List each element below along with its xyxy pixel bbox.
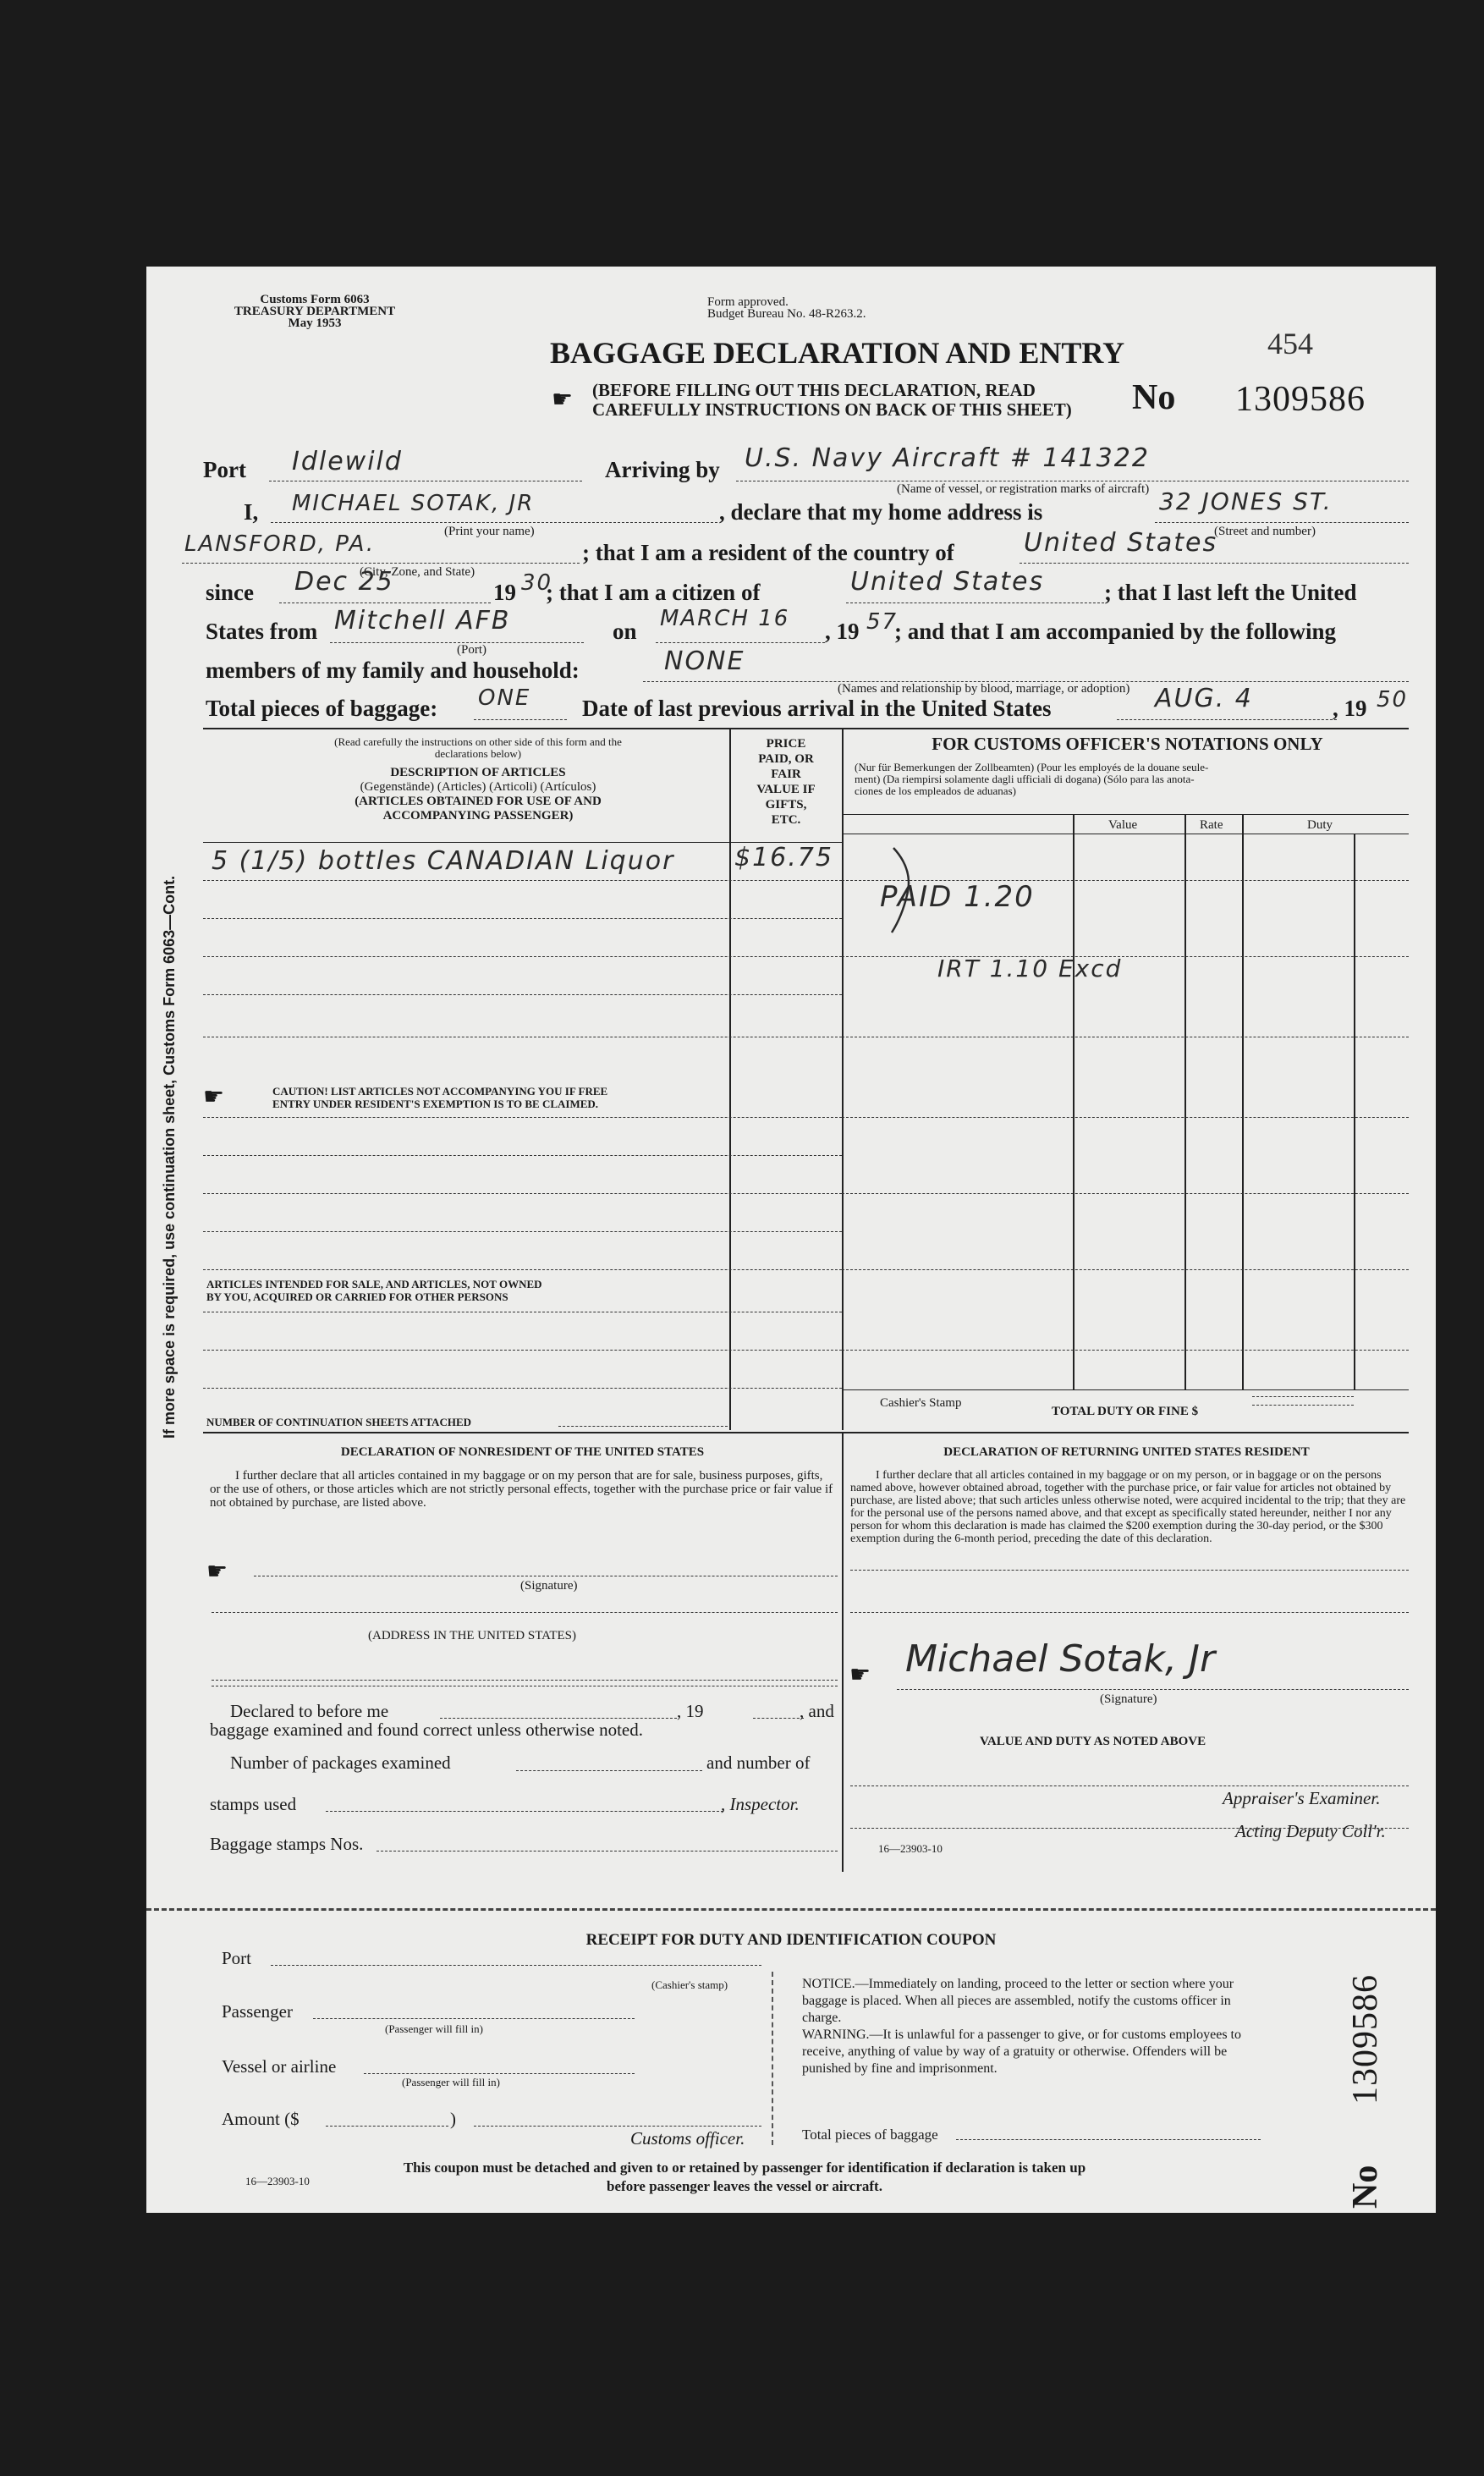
last-arrival-label: Date of last previous arrival in the United States: [582, 696, 1052, 721]
notice-text: [802, 1976, 1259, 2077]
members-label: members of my family and household:: [206, 658, 580, 683]
desc-note-1: (Read carefully the instructions on other side of this form and the: [334, 735, 622, 748]
stamp-number: 454: [1267, 327, 1313, 360]
arriving-value: U.S. Navy Aircraft # 141322: [745, 443, 1150, 473]
city-caption: (City, Zone, and State): [360, 565, 475, 579]
city-value: LANSFORD, PA.: [184, 531, 376, 557]
coupon-serial: 1309586: [1346, 1974, 1385, 2105]
caution-line: CAUTION! LIST ARTICLES NOT ACCOMPANYING YOU IF FREE: [272, 1085, 608, 1098]
value-duty-label: VALUE AND DUTY AS NOTED ABOVE: [980, 1735, 1206, 1748]
on-label: on: [613, 619, 637, 644]
since-label: since: [206, 580, 254, 605]
passenger-caption: (Passenger will fill in): [385, 2022, 483, 2035]
caution-line: ENTRY UNDER RESIDENT'S EXEMPTION IS TO BE CLAIMED.: [272, 1098, 599, 1110]
left-us-label: ; that I last left the United: [1104, 580, 1357, 605]
street-caption: (Street and number): [1214, 525, 1316, 538]
price-head-line: VALUE IF: [756, 783, 816, 796]
coupon-port-label: Port: [222, 1948, 252, 1968]
cashier-stamp-label: Cashier's Stamp: [880, 1396, 962, 1410]
price-header: [733, 736, 839, 828]
inspector-label: , Inspector.: [721, 1794, 800, 1814]
price-head-line: PRICE: [766, 737, 806, 751]
stamps-used-label: stamps used: [210, 1794, 297, 1814]
resident-title: DECLARATION OF RETURNING UNITED STATES RESIDENT: [943, 1445, 1310, 1459]
name-caption: (Print your name): [444, 525, 535, 538]
port-value: Idlewild: [292, 447, 403, 476]
coupon-form-code: 16—23903-10: [245, 2175, 310, 2187]
desc-note-2: declarations below): [434, 747, 522, 760]
last-arrival-value: AUG. 4: [1155, 684, 1253, 713]
total-pieces-label: Total pieces of baggage: [802, 2127, 938, 2143]
officer-excise-note: IRT 1.10 Excd: [937, 955, 1123, 982]
article-price: $16.75: [734, 843, 833, 872]
resident-signature-caption: (Signature): [1100, 1692, 1157, 1706]
resident-label: ; that I am a resident of the country of: [582, 540, 954, 565]
members-value: NONE: [664, 647, 745, 676]
pieces-value: ONE: [478, 685, 531, 711]
continuation-side-note: If more space is required, use continuation sheet, Customs Form 6063—Cont.: [161, 875, 178, 1439]
packages-label: Number of packages examined: [230, 1752, 451, 1773]
price-head-line: FAIR: [771, 768, 801, 781]
from-port-value: Mitchell AFB: [334, 606, 511, 636]
price-head-line: ETC.: [771, 813, 801, 827]
sale-line: ARTICLES INTENDED FOR SALE, AND ARTICLES, NOT OWNED: [206, 1278, 542, 1290]
officer-lang-line: ciones de los empleados de aduanas): [855, 784, 1016, 797]
coupon-passenger-label: Passenger: [222, 2001, 293, 2022]
description-languages: (Gegenstände) (Articles) (Articoli) (Artículos): [360, 780, 596, 794]
address-value: 32 JONES ST.: [1159, 487, 1333, 515]
names-caption: (Names and relationship by blood, marriage, or adoption): [838, 682, 1130, 696]
since-year-value: 30: [521, 570, 553, 596]
officer-languages: [855, 762, 1208, 797]
last-arrival-year-value: 50: [1377, 687, 1409, 713]
home-address-label: , declare that my home address is: [719, 499, 1043, 525]
departure-date-value: MARCH 16: [660, 606, 790, 631]
description-title: DESCRIPTION OF ARTICLES: [390, 766, 566, 779]
vessel-caption-coupon: (Passenger will fill in): [402, 2076, 500, 2088]
i-label: I,: [244, 499, 259, 525]
since-year-prefix: 19: [493, 580, 516, 605]
resident-signature: Michael Sotak, Jr: [905, 1637, 1216, 1681]
declared-label: Declared to before me: [230, 1701, 389, 1721]
number-label: No: [1132, 378, 1176, 417]
accompanied-label: ; and that I am accompanied by the following: [894, 619, 1337, 644]
department: TREASURY DEPARTMENT: [234, 305, 396, 318]
coupon-title: RECEIPT FOR DUTY AND IDENTIFICATION COUPON: [585, 1931, 997, 1949]
coupon-vessel-label: Vessel or airline: [222, 2056, 337, 2077]
officer-paid-note: PAID 1.20: [880, 880, 1035, 914]
description-title-block: [245, 766, 711, 823]
sale-note: [206, 1278, 542, 1303]
baggage-stamps-label: Baggage stamps Nos.: [210, 1834, 364, 1854]
nonresident-signature-caption: (Signature): [520, 1579, 578, 1593]
article-description: 5 (1/5) bottles CANADIAN Liquor: [212, 846, 675, 876]
customs-officer-label: Customs officer.: [630, 2128, 745, 2149]
serial-number: 1309586: [1235, 380, 1366, 419]
pieces-label: Total pieces of baggage:: [206, 696, 438, 721]
notice-paragraph: NOTICE.—Immediately on landing, proceed to the letter or section where your baggage is placed. When all pieces are assembled, notify the customs officer in charge.: [802, 1977, 1234, 2025]
caution-note: [272, 1085, 607, 1110]
departure-year-prefix: , 19: [825, 619, 860, 644]
pointing-hand-icon: ☛: [552, 387, 574, 413]
perforation-line: [146, 1908, 1436, 1911]
officer-lang-line: (Nur für Bemerkungen der Zollbeamten) (Pour les employés de la douane seule-: [855, 761, 1209, 773]
instructions-line-2: CAREFULLY INSTRUCTIONS ON BACK OF THIS SHEET): [592, 399, 1072, 420]
coupon-amount-close: ): [450, 2109, 456, 2129]
states-from-label: States from: [206, 619, 318, 644]
footer-line: before passenger leaves the vessel or aircraft.: [607, 2178, 882, 2194]
officer-lang-line: ment) (Da riempirsi solamente dagli ufficiali di dogana) (Sólo para las anota-: [855, 773, 1195, 785]
footer-line: This coupon must be detached and given to or retained by passenger for identification if declaration is taken up: [403, 2160, 1086, 2176]
resident-text: I further declare that all articles contained in my baggage or on my person, or in baggage or on the persons named above, however obtained abroad, together with the purchase price, or fair value for articles not obtained by purchase, are listed above; that such articles unless otherwise noted, were acquired incidental to the trip; that they are for the personal use of the persons named above, and that except as specifically stated hereunder, neither I nor any person for whom this declaration is made has claimed the $200 exemption during the 30-day period, or the $300 exemption during the 6-month period, preceding the date of this declaration.: [850, 1469, 1406, 1545]
port-label: Port: [203, 457, 246, 482]
value-column-header: Value: [1108, 818, 1138, 832]
coupon-number-label: No: [1346, 2165, 1385, 2209]
form-title: BAGGAGE DECLARATION AND ENTRY: [550, 336, 1125, 370]
officer-header: FOR CUSTOMS OFFICER'S NOTATIONS ONLY: [932, 734, 1323, 754]
appraiser-label: Appraiser's Examiner.: [1223, 1788, 1381, 1808]
price-head-line: PAID, OR: [758, 752, 814, 766]
bureau-line: Budget Bureau No. 48-R263.2.: [707, 307, 866, 321]
total-duty-label: TOTAL DUTY OR FINE $: [1052, 1405, 1199, 1418]
declared-year: , 19: [677, 1701, 704, 1721]
since-value: Dec 25: [294, 567, 394, 597]
coupon-footer: [195, 2159, 1294, 2196]
approval-note: [707, 296, 866, 320]
citizen-label: ; that I am a citizen of: [546, 580, 761, 605]
address-caption: (ADDRESS IN THE UNITED STATES): [368, 1629, 577, 1642]
description-header: [245, 736, 711, 760]
name-value: MICHAEL SOTAK, JR: [292, 491, 535, 516]
vessel-caption: (Name of vessel, or registration marks of aircraft): [897, 482, 1150, 496]
warning-paragraph: WARNING.—It is unlawful for a passenger to give, or for customs employees to receive, anything of value by way of a gratuity or otherwise. Offenders will be punished by fine and imprisonment.: [802, 2028, 1241, 2076]
approval-line: Form approved.: [707, 295, 789, 309]
coupon-amount-label: Amount ($: [222, 2109, 300, 2129]
form-id: [196, 294, 433, 329]
declared-line-2: baggage examined and found correct unless otherwise noted.: [210, 1719, 643, 1740]
instructions-line-1: (BEFORE FILLING OUT THIS DECLARATION, READ: [592, 380, 1036, 400]
resident-value: United States: [1024, 528, 1218, 558]
sale-line: BY YOU, ACQUIRED OR CARRIED FOR OTHER PERSONS: [206, 1290, 508, 1303]
declared-and: , and: [800, 1701, 834, 1721]
caution-hand-icon: ☛: [203, 1084, 225, 1110]
deputy-label: Acting Deputy Coll'r.: [1235, 1821, 1386, 1841]
port-caption: (Port): [457, 643, 486, 657]
and-number-label: and number of: [706, 1752, 811, 1773]
duty-column-header: Duty: [1307, 818, 1333, 832]
officer-bracket-mark: [888, 845, 922, 938]
instructions-note: [592, 381, 1072, 420]
nonresident-title: DECLARATION OF NONRESIDENT OF THE UNITED STATES: [340, 1445, 705, 1459]
form-code: 16—23903-10: [878, 1842, 943, 1855]
signature-hand-icon: ☛: [206, 1559, 228, 1585]
form-date: May 1953: [288, 316, 342, 330]
description-sub-2: ACCOMPANYING PASSENGER): [382, 809, 574, 823]
cashier-stamp-caption: (Cashier's stamp): [651, 1978, 728, 1991]
arriving-label: Arriving by: [605, 457, 720, 482]
form-number: Customs Form 6063: [260, 293, 370, 306]
last-arrival-year-prefix: , 19: [1333, 696, 1367, 721]
continuation-sheets-label: NUMBER OF CONTINUATION SHEETS ATTACHED: [206, 1416, 472, 1428]
price-head-line: GIFTS,: [765, 798, 807, 812]
nonresident-text: I further declare that all articles contained in my baggage or on my person that are for sale, business purposes, gifts, or the use of others, or those articles which are not strictly personal effects, together with the purchase price or fair value if not obtained by purchase, are listed above.: [210, 1469, 833, 1510]
resident-signature-hand-icon: ☛: [849, 1662, 871, 1688]
departure-year-value: 57: [866, 609, 899, 635]
citizen-value: United States: [850, 567, 1045, 597]
description-sub-1: (ARTICLES OBTAINED FOR USE OF AND: [355, 795, 602, 808]
rate-column-header: Rate: [1200, 818, 1223, 832]
